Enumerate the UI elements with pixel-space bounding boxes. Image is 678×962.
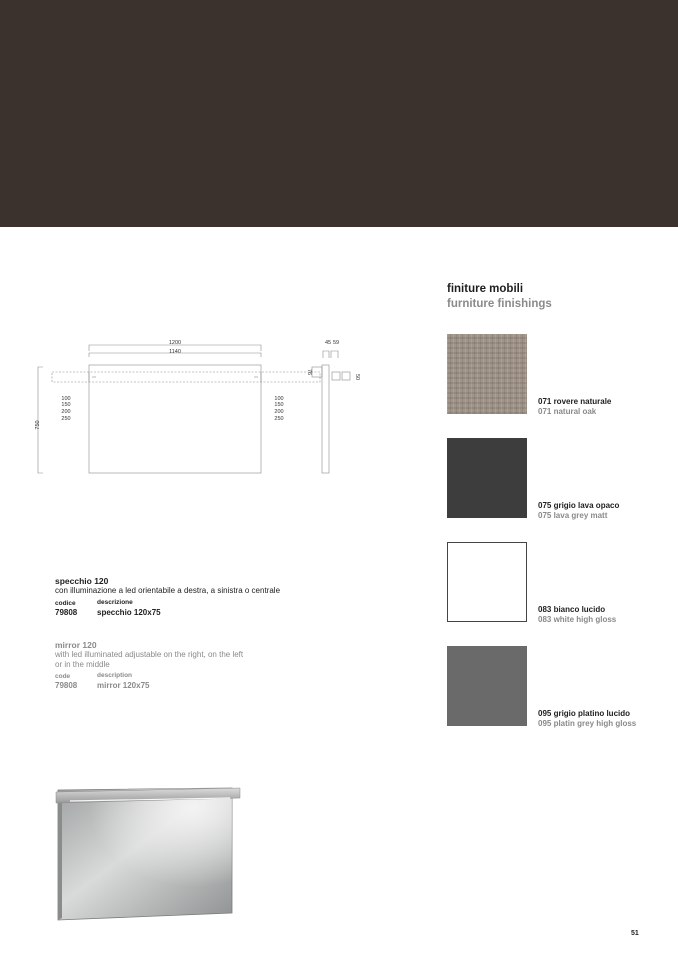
swatch-platin-grey (447, 646, 527, 726)
finish-name-en: 095 platin grey high gloss (538, 719, 637, 728)
swatch-label-oak (538, 397, 611, 417)
product-desc-en: mirror 120x75 (97, 681, 150, 690)
dim-depth-a: 45 (324, 340, 332, 346)
product-title-en: mirror 120 (55, 640, 97, 650)
mirror-product-image (40, 778, 255, 923)
swatch-natural-oak (447, 334, 527, 414)
finish-name-en: 075 lava grey matt (538, 511, 608, 520)
dim-inner-width: 1140 (169, 349, 181, 355)
dim-left-offset: 200 (61, 409, 71, 415)
product-description-en (55, 640, 243, 691)
product-description-it (55, 576, 280, 618)
dim-side-a: 76 (306, 368, 312, 376)
product-code-en: 79808 (55, 681, 78, 690)
header-band (0, 0, 678, 227)
swatch-lava-grey (447, 438, 527, 518)
finish-name-en: 071 natural oak (538, 407, 597, 416)
dim-height: 750 (35, 420, 41, 430)
swatch-label-lava (538, 501, 619, 521)
finish-name-it: 095 grigio platino lucido (538, 709, 631, 718)
dim-side-b: 50 (354, 373, 360, 381)
product-subtitle-en-line2: or in the middle (55, 660, 110, 669)
dim-right-offset: 100 (274, 396, 284, 402)
description-label-it: descrizione (97, 599, 133, 606)
code-label-it: codice (55, 600, 76, 607)
dim-left-offset: 250 (61, 416, 71, 422)
swatch-label-white (538, 605, 616, 625)
technical-drawing (30, 335, 370, 480)
finish-name-it: 083 bianco lucido (538, 605, 606, 614)
dim-right-offset: 250 (274, 416, 284, 422)
dim-left-offset: 100 (61, 396, 71, 402)
product-code-it: 79808 (55, 608, 78, 617)
product-subtitle-it: con illuminazione a led orientabile a destra, a sinistra o centrale (55, 586, 281, 595)
swatch-white-gloss (447, 542, 527, 622)
dim-right-offset: 200 (274, 409, 284, 415)
code-label-en: code (55, 673, 71, 680)
swatch-label-platin (538, 709, 636, 729)
finish-name-en: 083 white high gloss (538, 615, 617, 624)
product-desc-it: specchio 120x75 (97, 608, 161, 617)
description-label-en: description (97, 672, 133, 679)
dim-left-offset: 150 (61, 402, 71, 408)
product-title-it: specchio 120 (55, 576, 109, 586)
finishes-subtitle: furniture finishings (447, 298, 552, 310)
finishes-title: finiture mobili (447, 283, 524, 295)
product-subtitle-en-line1: with led illuminated adjustable on the right, on the left (55, 650, 244, 659)
finish-name-it: 075 grigio lava opaco (538, 501, 620, 510)
dim-depth-b: 59 (332, 340, 340, 346)
dim-right-offset: 150 (274, 402, 284, 408)
page-number: 51 (631, 930, 639, 937)
dim-total-width: 1200 (168, 340, 182, 346)
finish-name-it: 071 rovere naturale (538, 397, 612, 406)
